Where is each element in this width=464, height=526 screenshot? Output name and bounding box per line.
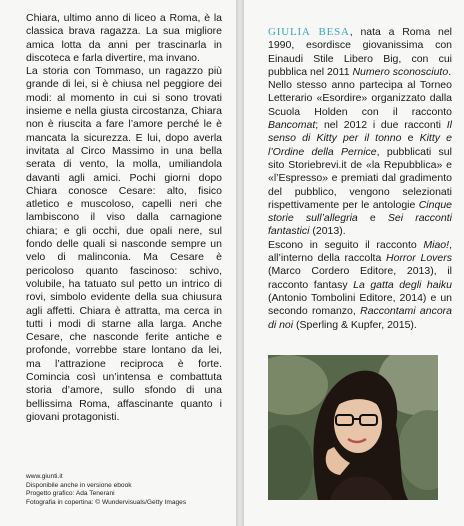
bio-text: ; nel 2012 i due racconti (315, 119, 447, 132)
anthology-title: Cinque storie sull’allegria (268, 198, 452, 225)
story-title: La gatta degli haiku (353, 278, 452, 291)
author-name: GIULIA BESA (268, 26, 350, 38)
anthology-title: Horror Lovers (386, 252, 452, 265)
synopsis-paragraph-2: La storia con Tommaso, un ragazzo più grande di lei, si è chiusa nel peggiore dei modi: al momento in cui si sono trovati insieme e nella giusta circostanza, Chiara non è riuscita a fare l’amore perché le è mancata la sicurezza. E lui, dopo averla invitata al Circo Massimo in una bella serata di vento, la molla, umiliandola davanti agli amici. Pochi giorni dopo Chiara conosce Cesare: alto, fisico atletico e muscoloso, capelli neri che lambiscono il viso dalla carnagione chiara; e gli occhi, due opali nere, sul fondo delle quali si nasconde sempre un velo di malinconia. Ma Cesare è pericoloso quanto fascinoso: schivo, volubile, ha tatuato sul petto un intrico di rovi, simbolo evidente della sua chiusura agli affetti. Chiara è attratta, ma cerca in tutti i modi di starne alla larga. Anche Cesare, che nasconde ferite antiche e profonde, vorrebbe stare lontano da lei, ma l’attrazione reciproca è forte. Comincia così un’intensa e combattuta storia d’amore, sullo sfondo di una bellissima Roma, affascinante quanto i giovani protagonisti. (26, 65, 222, 423)
bio-text: (Marco Cordero Editore, 2013), il racconto fantasy (268, 265, 452, 291)
bio-paragraph-1 (268, 26, 452, 79)
bio-paragraph-3 (268, 239, 452, 332)
author-bio (268, 26, 452, 332)
bio-text: Nello stesso anno partecipa al Torneo Letterario «Esordire» organizzato dalla Scuola Holden con il racconto (268, 79, 452, 118)
bio-paragraph-2 (268, 79, 452, 239)
cover-photo-credit: Fotografia in copertina: © Wundervisuals/Getty Images (26, 498, 187, 506)
synopsis (26, 12, 222, 424)
story-title: Bancomat (268, 119, 316, 132)
bio-text: , pubblicati sul sito Storiebrevi.it de «la Repubblica» e «l’Espresso» e premiati dal gradimento del pubblico, vengono selezionati rispettivamente per le antologie (268, 145, 452, 211)
bio-text: , all’interno della raccolta (268, 238, 452, 265)
author-photo (268, 355, 438, 500)
bio-text: (2013). (309, 225, 346, 238)
story-title: Kitty e l’Ordine della Pernice (268, 132, 452, 158)
bio-text: e (401, 132, 420, 145)
book-fold (236, 0, 244, 526)
synopsis-paragraph-1: Chiara, ultimo anno di liceo a Roma, è la classica brava ragazza. La sua migliore amica lotta da anni per trascinarla in discoteca e farla divertire, ma invano. (26, 12, 222, 64)
ebook-note: Disponibile anche in versione ebook (26, 481, 132, 489)
bio-text: . (448, 65, 452, 78)
book-title: Raccontami ancora di noi (268, 305, 452, 331)
bio-text: (Sperling & Kupfer, 2015). (293, 318, 417, 331)
publisher-credits (26, 473, 186, 507)
book-title: Numero sconosciuto (352, 65, 449, 78)
publisher-website: www.giunti.it (26, 473, 63, 480)
anthology-title: Sei racconti fantastici (268, 212, 452, 238)
bio-text: Escono in seguito il racconto (268, 238, 424, 251)
story-title: Il senso di Kitty per il tonno (268, 119, 452, 145)
bio-text: e (357, 212, 388, 225)
story-title: Miao! (423, 238, 450, 251)
bio-text: (Antonio Tombolini Editore, 2014) e un secondo romanzo, (268, 291, 452, 318)
design-credit: Progetto grafico: Ada Tenerani (26, 490, 115, 498)
bio-text: , nata a Roma nel 1990, esordisce giovanissima con Einaudi Stile Libero Big, con cui pubblica nel 2011 (268, 26, 452, 78)
